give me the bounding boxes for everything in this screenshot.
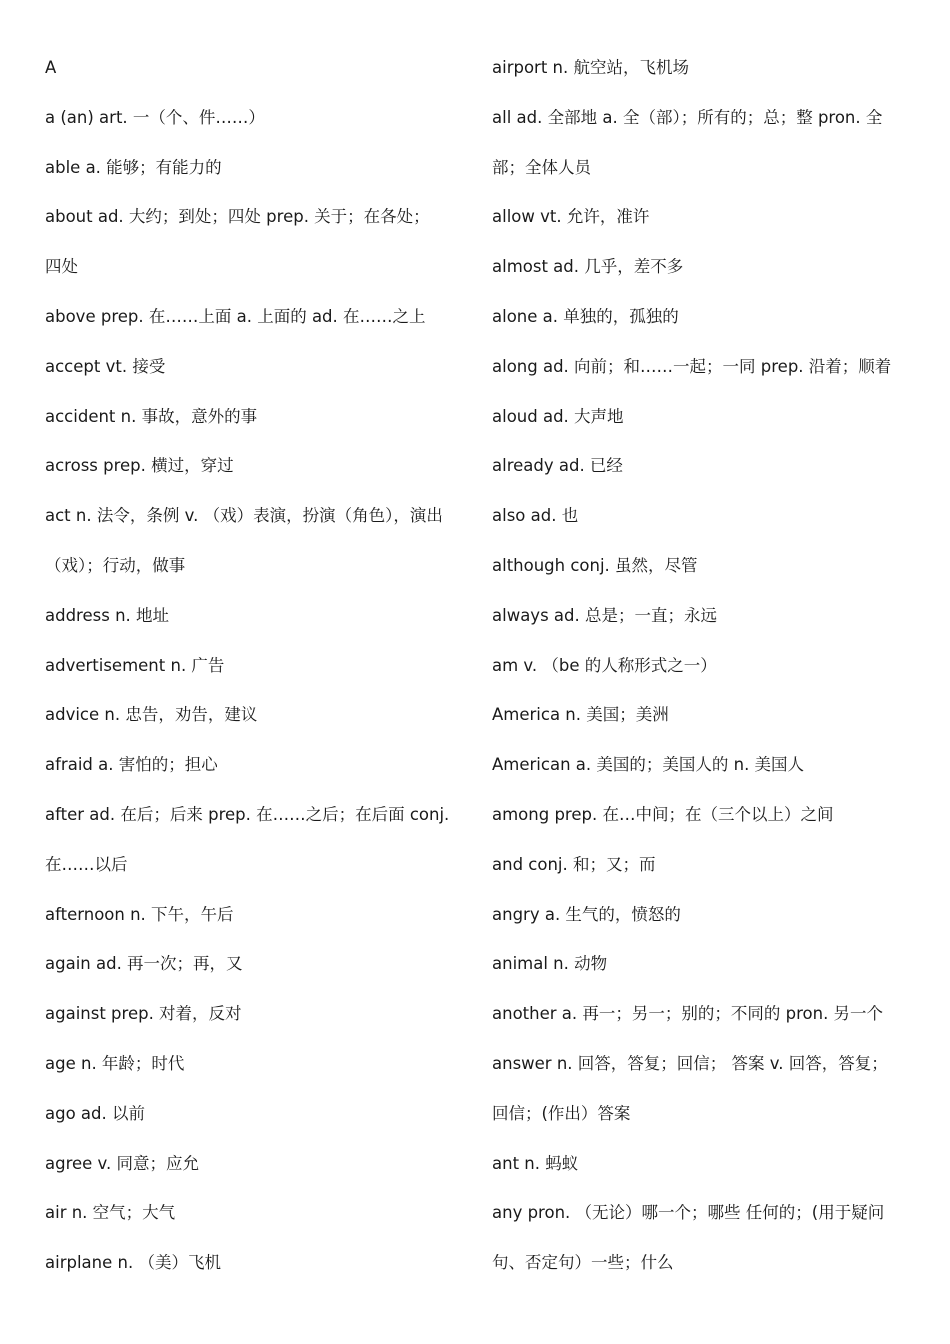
left-line: against prep. 对着，反对 (45, 1004, 242, 1024)
left-line: across prep. 横过，穿过 (45, 456, 234, 476)
right-line: answer n. 回答，答复；回信； 答案 v. 回答，答复； (492, 1053, 888, 1073)
right-line: alone a. 单独的，孤独的 (492, 306, 679, 326)
left-line: 四处 (45, 257, 78, 277)
right-line: among prep. 在…中间；在（三个以上）之间 (492, 804, 834, 824)
right-line: airport n. 航空站，飞机场 (492, 58, 689, 77)
right-line: also ad. 也 (492, 506, 579, 526)
left-line: air n. 空气；大气 (45, 1203, 176, 1223)
right-column (492, 54, 912, 1299)
right-line: 部；全体人员 (492, 157, 591, 177)
left-line: act n. 法令，条例 v. （戏）表演，扮演（角色），演出 (45, 506, 443, 526)
right-line: any pron. （无论）哪一个；哪些 任何的；(用于疑问 (492, 1203, 885, 1223)
right-line: allow vt. 允许，准许 (492, 207, 650, 227)
left-line: about ad. 大约；到处；四处 prep. 关于；在各处； (45, 207, 430, 227)
right-line: ant n. 蚂蚁 (492, 1153, 579, 1173)
left-line: afternoon n. 下午，午后 (45, 904, 234, 924)
left-line: （戏）；行动，做事 (45, 555, 186, 575)
right-line: all ad. 全部地 a. 全（部）；所有的；总；整 pron. 全 (492, 107, 883, 127)
right-line: animal n. 动物 (492, 954, 608, 974)
right-line: aloud ad. 大声地 (492, 406, 624, 426)
right-line: angry a. 生气的，愤怒的 (492, 904, 681, 924)
right-line: always ad. 总是；一直；永远 (492, 605, 717, 625)
left-line: above prep. 在……上面 a. 上面的 ad. 在……之上 (45, 306, 426, 326)
left-line: accident n. 事故，意外的事 (45, 406, 258, 426)
left-line: address n. 地址 (45, 605, 170, 625)
right-line: although conj. 虽然，尽管 (492, 555, 698, 575)
right-line: 回信；(作出）答案 (492, 1103, 631, 1123)
right-line: American a. 美国的；美国人的 n. 美国人 (492, 755, 805, 775)
right-line: already ad. 已经 (492, 456, 623, 476)
right-line: almost ad. 几乎，差不多 (492, 257, 684, 277)
left-line: able a. 能够；有能力的 (45, 157, 222, 177)
left-line: ago ad. 以前 (45, 1103, 145, 1123)
right-line: another a. 再一；另一；别的；不同的 pron. 另一个 (492, 1004, 884, 1024)
left-column (45, 54, 465, 1299)
left-line: airplane n. （美）飞机 (45, 1253, 221, 1273)
right-line: along ad. 向前；和……一起；一同 prep. 沿着；顺着 (492, 356, 892, 376)
right-line: and conj. 和；又；而 (492, 854, 656, 874)
right-line: America n. 美国；美洲 (492, 705, 669, 725)
right-line: 句、否定句）一些；什么 (492, 1253, 674, 1273)
left-line: 在……以后 (45, 854, 128, 874)
left-line: age n. 年龄；时代 (45, 1053, 185, 1073)
left-line: after ad. 在后；后来 prep. 在……之后；在后面 conj. (45, 804, 450, 824)
right-line: am v. （be 的人称形式之一） (492, 655, 717, 675)
left-line: advertisement n. 广告 (45, 655, 225, 675)
left-line: A (45, 58, 57, 77)
left-line: accept vt. 接受 (45, 356, 166, 376)
left-line: afraid a. 害怕的；担心 (45, 755, 218, 775)
left-line: advice n. 忠告，劝告，建议 (45, 705, 258, 725)
left-line: again ad. 再一次；再，又 (45, 954, 243, 974)
left-line: a (an) art. 一（个、件……） (45, 107, 265, 127)
left-line: agree v. 同意；应允 (45, 1153, 200, 1173)
